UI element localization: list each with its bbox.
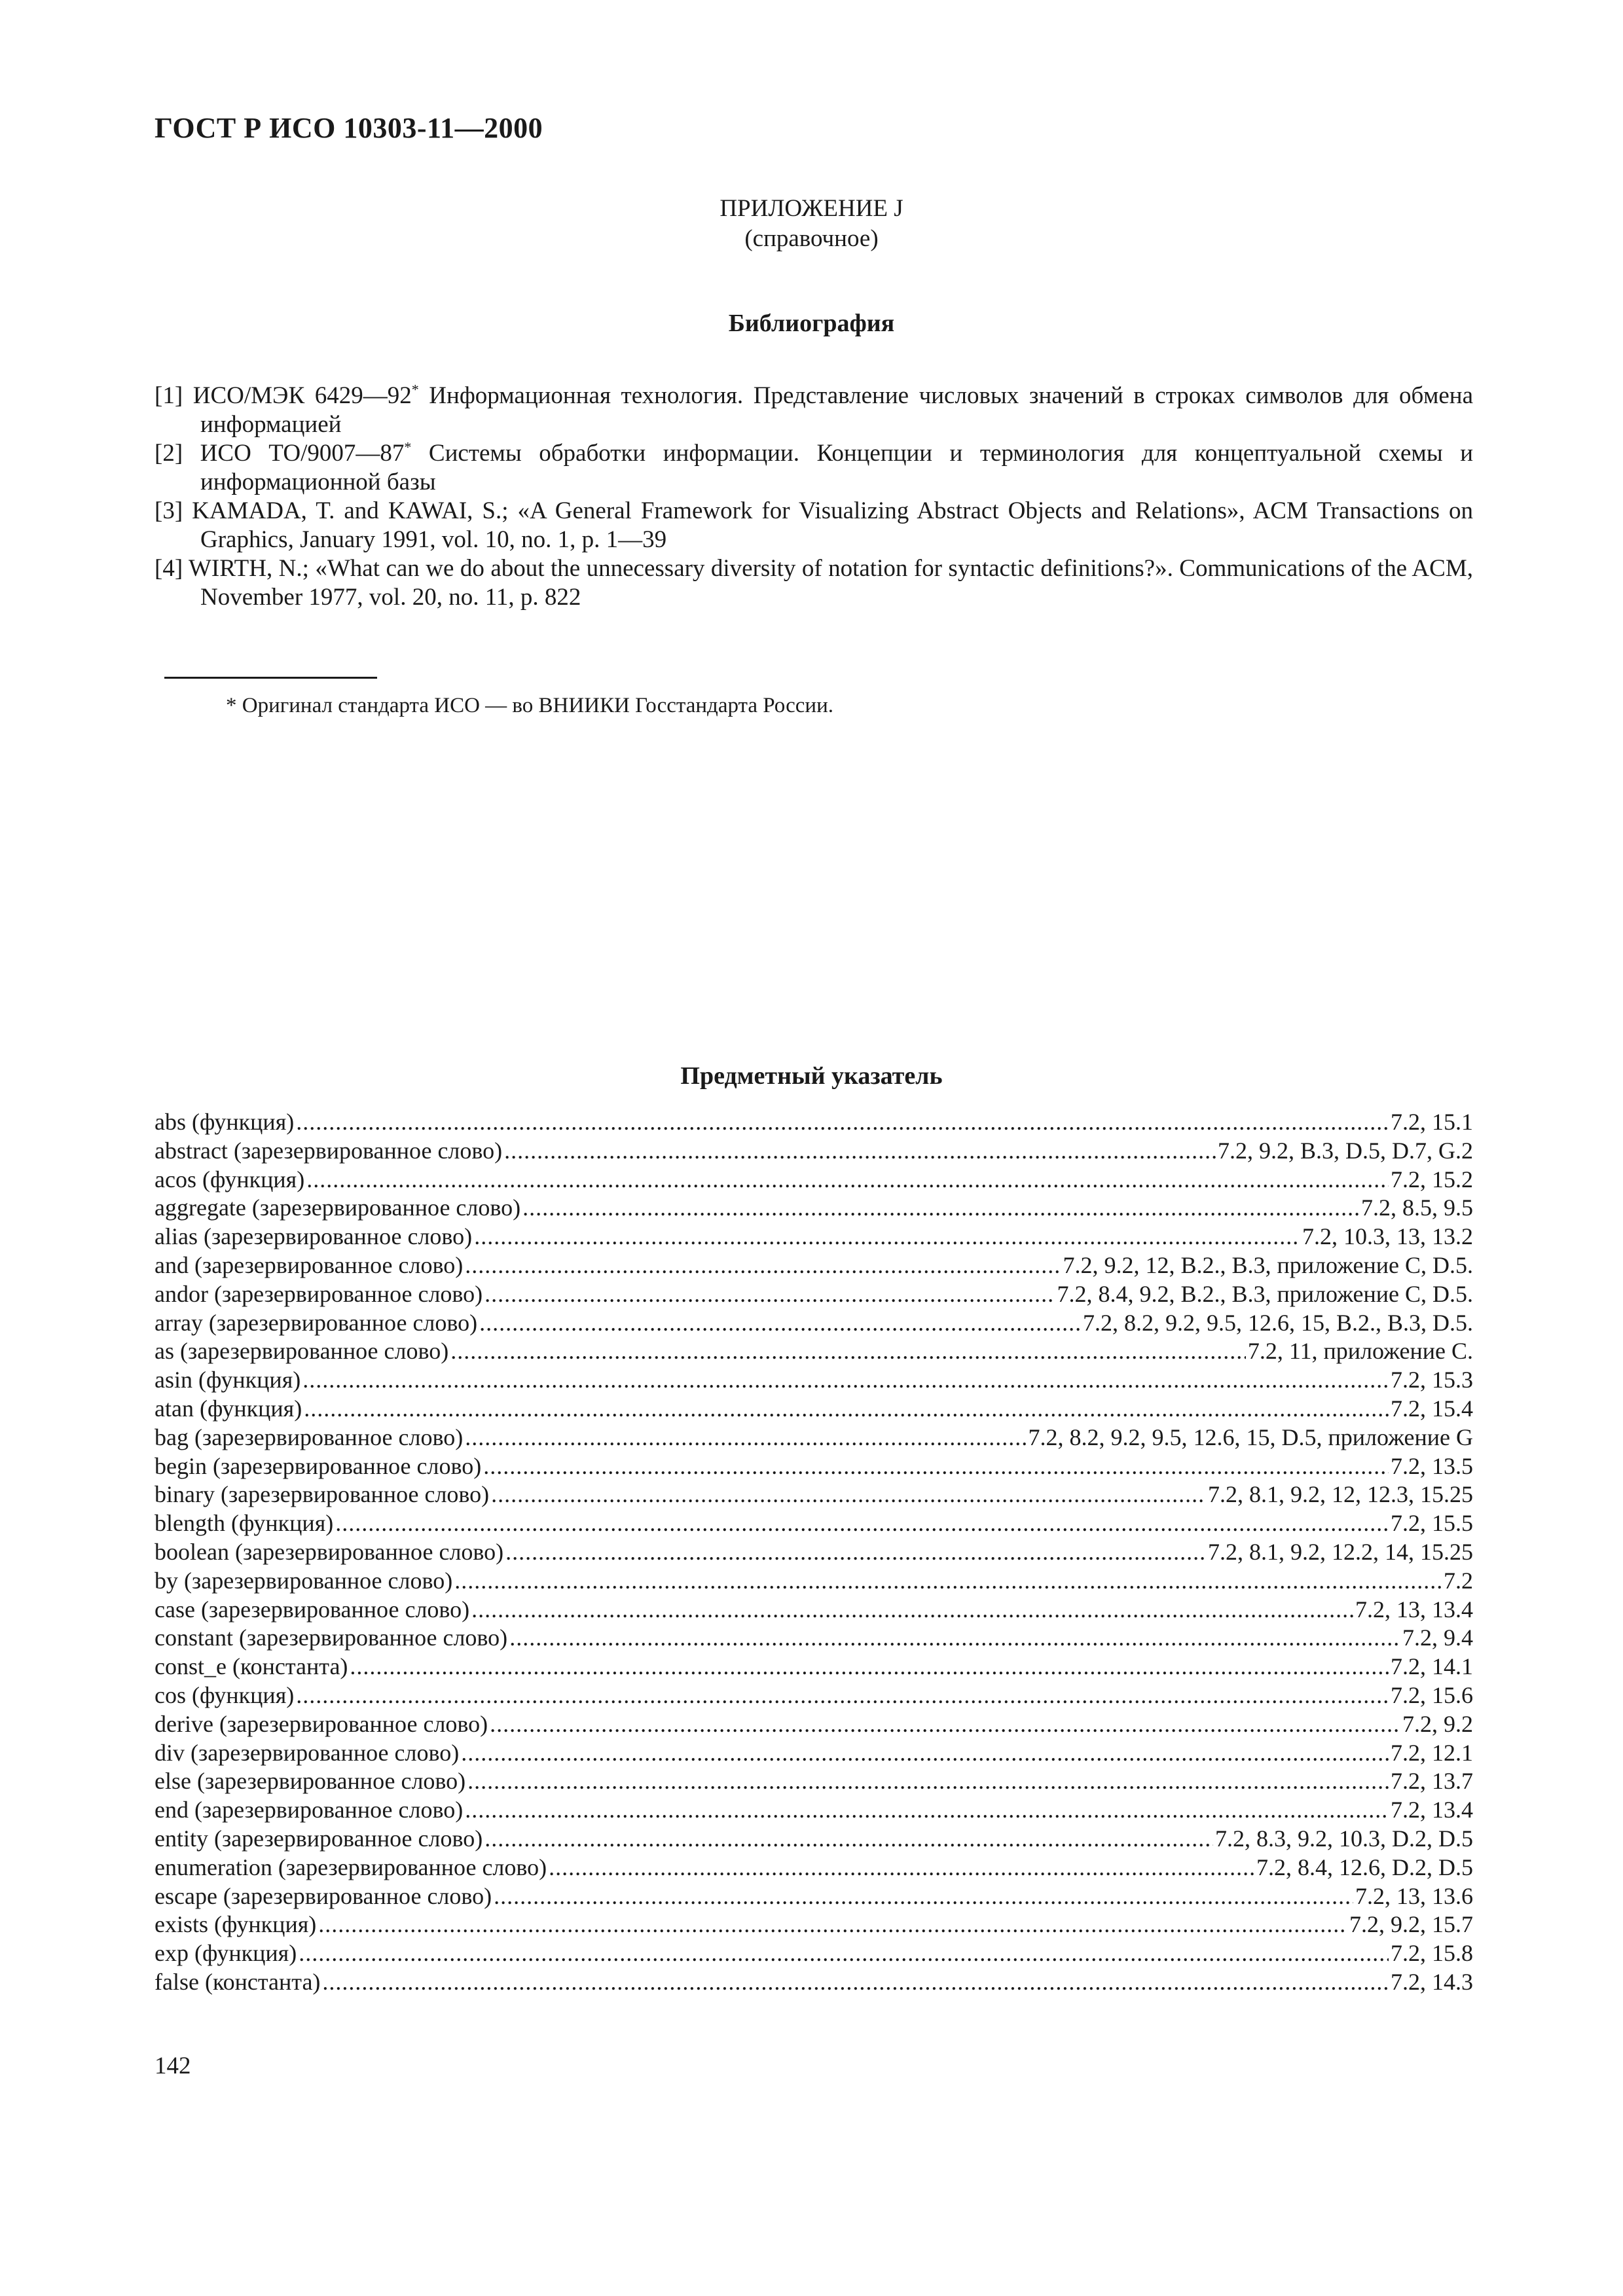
index-references: 7.2, 9.2	[1402, 1710, 1473, 1737]
index-references: 7.2, 8.1, 9.2, 12.2, 14, 15.25	[1208, 1538, 1473, 1565]
footnote-marker: *	[404, 439, 412, 456]
index-term: entity (зарезервированное слово)	[155, 1825, 483, 1852]
bibliography-heading: Библиография	[728, 310, 895, 337]
standard-code-header: ГОСТ Р ИСО 10303-11—2000	[155, 112, 543, 144]
index-references: 7.2, 14.3	[1391, 1968, 1473, 1995]
index-entry	[155, 1910, 1473, 1939]
index-term: alias (зарезервированное слово)	[155, 1223, 473, 1250]
index-entry	[155, 1452, 1473, 1481]
index-references: 7.2, 14.1	[1391, 1653, 1473, 1680]
bibliography-list	[155, 382, 1473, 612]
index-references: 7.2, 8.4, 12.6, D.2, D.5	[1256, 1854, 1473, 1880]
index-references: 7.2, 9.2, 12, B.2., B.3, приложение С, D.5.	[1063, 1251, 1473, 1278]
dot-leader	[484, 1280, 1055, 1309]
index-term: acos (функция)	[155, 1166, 305, 1193]
index-term: exists (функция)	[155, 1911, 317, 1938]
index-entry	[155, 1825, 1473, 1854]
bibliography-item-description: Системы обработки информации. Концепции и терминология для концептуальной схемы и информационной базы	[200, 440, 1474, 495]
index-term: constant (зарезервированное слово)	[155, 1624, 508, 1651]
index-entry	[155, 1166, 1473, 1194]
index-entry	[155, 1337, 1473, 1366]
index-term: array (зарезервированное слово)	[155, 1309, 478, 1336]
index-term: andor (зарезервированное слово)	[155, 1280, 483, 1307]
index-term: exp (функция)	[155, 1940, 297, 1967]
bibliography-item-number: [1]	[155, 382, 183, 409]
bibliography-item	[155, 439, 1473, 497]
footnote-divider	[164, 677, 377, 679]
dot-leader	[505, 1538, 1206, 1567]
index-term: false (константа)	[155, 1968, 321, 1995]
index-entry	[155, 1624, 1473, 1653]
dot-leader	[549, 1854, 1254, 1882]
dot-leader	[318, 1910, 1347, 1939]
dot-leader	[454, 1567, 1442, 1596]
index-entry	[155, 1854, 1473, 1882]
dot-leader	[474, 1223, 1300, 1251]
bibliography-item-number: [2]	[155, 440, 183, 467]
dot-leader	[479, 1309, 1081, 1338]
subject-index-list	[155, 1108, 1473, 1997]
index-term: const_e (константа)	[155, 1653, 348, 1680]
index-references: 7.2, 9.4	[1402, 1624, 1473, 1651]
index-references: 7.2, 9.2, B.3, D.5, D.7, G.2	[1217, 1137, 1473, 1164]
index-entry	[155, 1309, 1473, 1338]
index-references: 7.2, 13.7	[1391, 1768, 1473, 1795]
index-entry	[155, 1796, 1473, 1825]
dot-leader	[304, 1395, 1389, 1424]
index-term: escape (зарезервированное слово)	[155, 1882, 492, 1909]
index-references: 7.2, 8.5, 9.5	[1361, 1194, 1473, 1221]
index-term: by (зарезервированное слово)	[155, 1567, 453, 1594]
dot-leader	[296, 1681, 1389, 1710]
index-entry	[155, 1596, 1473, 1624]
index-term: derive (зарезервированное слово)	[155, 1710, 488, 1737]
dot-leader	[490, 1710, 1400, 1739]
bibliography-item	[155, 382, 1473, 439]
bibliography-item-text: ИСО/МЭК 6429—92	[192, 382, 412, 409]
index-references: 7.2, 13.5	[1391, 1452, 1473, 1479]
dot-leader	[504, 1137, 1216, 1166]
index-references: 7.2, 15.1	[1391, 1109, 1473, 1135]
index-entry	[155, 1739, 1473, 1768]
appendix-subtitle: (справочное)	[744, 225, 879, 252]
index-term: else (зарезервированное слово)	[155, 1768, 466, 1795]
index-references: 7.2, 9.2, 15.7	[1349, 1911, 1473, 1938]
dot-leader	[465, 1424, 1026, 1452]
index-term: enumeration (зарезервированное слово)	[155, 1854, 547, 1880]
index-references: 7.2, 15.8	[1391, 1940, 1473, 1967]
index-references: 7.2, 15.5	[1391, 1510, 1473, 1537]
index-entry	[155, 1567, 1473, 1596]
index-entry	[155, 1366, 1473, 1395]
bibliography-item-text: KAMADA, T. and KAWAI, S.; «A General Framework for Visualizing Abstract Objects and Relations», ACM Transactions on Graphics, January 1991, vol. 10, no. 1, p. 1—39	[192, 497, 1473, 553]
dot-leader	[306, 1166, 1389, 1194]
index-references: 7.2, 8.2, 9.2, 9.5, 12.6, 15, B.2., B.3, D.5.	[1082, 1309, 1473, 1336]
bibliography-item-number: [3]	[155, 497, 183, 524]
index-references: 7.2, 13.4	[1391, 1797, 1473, 1823]
index-entry	[155, 1968, 1473, 1997]
index-term: and (зарезервированное слово)	[155, 1251, 464, 1278]
index-entry	[155, 1137, 1473, 1166]
dot-leader	[450, 1337, 1246, 1366]
dot-leader	[299, 1939, 1389, 1968]
bibliography-item-text: ИСО ТО/9007—87	[200, 440, 405, 467]
index-references: 7.2, 8.1, 9.2, 12, 12.3, 15.25	[1208, 1481, 1473, 1508]
index-references: 7.2, 12.1	[1391, 1739, 1473, 1766]
index-term: abstract (зарезервированное слово)	[155, 1137, 503, 1164]
index-references: 7.2, 8.3, 9.2, 10.3, D.2, D.5	[1215, 1825, 1473, 1852]
index-term: begin (зарезервированное слово)	[155, 1452, 482, 1479]
index-references: 7.2, 10.3, 13, 13.2	[1302, 1223, 1473, 1250]
index-term: atan (функция)	[155, 1395, 302, 1422]
index-entry	[155, 1939, 1473, 1968]
dot-leader	[296, 1108, 1389, 1137]
dot-leader	[461, 1739, 1389, 1768]
index-references: 7.2, 13, 13.6	[1355, 1882, 1473, 1909]
index-entry	[155, 1480, 1473, 1509]
index-term: end (зарезервированное слово)	[155, 1797, 464, 1823]
appendix-title-block	[0, 194, 1623, 254]
index-term: boolean (зарезервированное слово)	[155, 1538, 504, 1565]
dot-leader	[322, 1968, 1389, 1997]
index-entry	[155, 1194, 1473, 1223]
dot-leader	[467, 1767, 1389, 1796]
index-references: 7.2, 8.2, 9.2, 9.5, 12.6, 15, D.5, приложение G	[1028, 1424, 1473, 1450]
bibliography-item-text: WIRTH, N.; «What can we do about the unnecessary diversity of notation for syntactic definitions?». Communications of the ACM, November 1977, vol. 20, no. 11, p. 822	[188, 555, 1473, 611]
dot-leader	[494, 1882, 1353, 1911]
index-term: div (зарезервированное слово)	[155, 1739, 460, 1766]
dot-leader	[471, 1596, 1353, 1624]
dot-leader	[522, 1194, 1359, 1223]
index-term: aggregate (зарезервированное слово)	[155, 1194, 521, 1221]
appendix-title: ПРИЛОЖЕНИЕ J	[720, 195, 903, 222]
dot-leader	[509, 1624, 1400, 1653]
index-entry	[155, 1108, 1473, 1137]
index-term: bag (зарезервированное слово)	[155, 1424, 464, 1450]
index-references: 7.2, 15.3	[1391, 1367, 1473, 1393]
bibliography-item	[155, 554, 1473, 612]
page-number: 142	[155, 2053, 191, 2079]
dot-leader	[302, 1366, 1389, 1395]
index-references: 7.2	[1444, 1567, 1473, 1594]
bibliography-item	[155, 497, 1473, 554]
index-entry	[155, 1424, 1473, 1452]
index-term: case (зарезервированное слово)	[155, 1596, 470, 1623]
index-entry	[155, 1882, 1473, 1911]
index-references: 7.2, 15.6	[1391, 1681, 1473, 1708]
index-entry	[155, 1280, 1473, 1309]
index-entry	[155, 1710, 1473, 1739]
index-term: asin (функция)	[155, 1367, 301, 1393]
index-references: 7.2, 8.4, 9.2, B.2., B.3, приложение С, D.5.	[1057, 1280, 1473, 1307]
index-term: cos (функция)	[155, 1681, 295, 1708]
index-entry	[155, 1653, 1473, 1681]
footnote-marker: *	[411, 381, 419, 398]
dot-leader	[335, 1509, 1389, 1538]
index-references: 7.2, 15.2	[1391, 1166, 1473, 1193]
dot-leader	[491, 1480, 1206, 1509]
index-term: binary (зарезервированное слово)	[155, 1481, 490, 1508]
bibliography-item-description: Информационная технология. Представление числовых значений в строках символов для обмена информацией	[200, 382, 1474, 438]
index-references: 7.2, 11, приложение С.	[1247, 1338, 1473, 1365]
index-entry	[155, 1223, 1473, 1251]
dot-leader	[350, 1653, 1389, 1681]
index-entry	[155, 1767, 1473, 1796]
index-entry	[155, 1681, 1473, 1710]
dot-leader	[465, 1251, 1061, 1280]
index-term: as (зарезервированное слово)	[155, 1338, 449, 1365]
dot-leader	[484, 1825, 1213, 1854]
dot-leader	[483, 1452, 1389, 1481]
index-entry	[155, 1395, 1473, 1424]
subject-index-heading: Предметный указатель	[680, 1062, 943, 1090]
index-entry	[155, 1509, 1473, 1538]
index-term: blength (функция)	[155, 1510, 334, 1537]
footnote-text: * Оригинал стандарта ИСО — во ВНИИКИ Госстандарта России.	[226, 694, 833, 717]
index-references: 7.2, 15.4	[1391, 1395, 1473, 1422]
index-references: 7.2, 13, 13.4	[1355, 1596, 1473, 1623]
bibliography-item-number: [4]	[155, 555, 183, 582]
index-entry	[155, 1538, 1473, 1567]
index-entry	[155, 1251, 1473, 1280]
index-term: abs (функция)	[155, 1109, 295, 1135]
dot-leader	[465, 1796, 1389, 1825]
